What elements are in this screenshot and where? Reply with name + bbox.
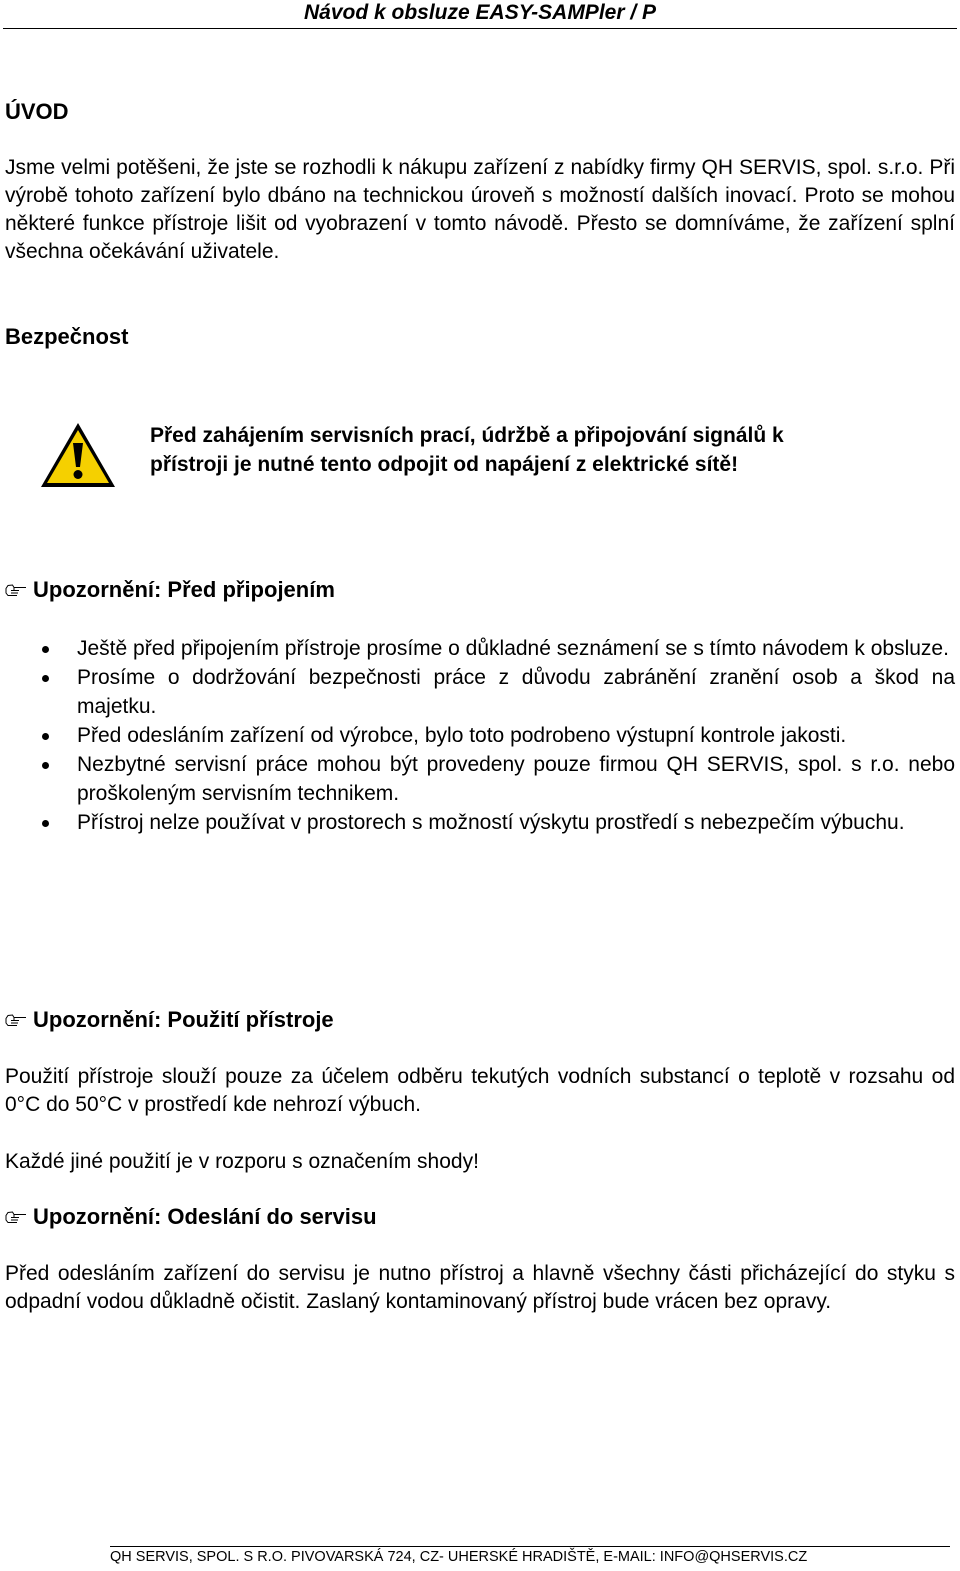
pointing-hand-icon (5, 1210, 27, 1224)
conformity-paragraph: Každé jiné použití je v rozporu s označením shody! (5, 1150, 479, 1173)
notice-connect-heading (5, 577, 335, 603)
service-paragraph: Před odesláním zařízení do servisu je nutno přístroj a hlavně všechny části přicházející do styku s odpadní vodou důkladně očistit. Zaslaný kontaminovaný přístroj bude vrácen bez opravy. (5, 1262, 955, 1313)
list-item: Před odesláním zařízení od výrobce, bylo toto podrobeno výstupní kontrole jakosti. (35, 721, 955, 750)
warning-triangle-icon (39, 421, 117, 489)
list-item: Prosíme o dodržování bezpečnosti práce z důvodu zabránění zranění osob a škod na majetku. (35, 663, 955, 721)
pointing-hand-icon (5, 583, 27, 597)
intro-heading: ÚVOD (5, 99, 69, 124)
notice-service-heading (5, 1204, 377, 1230)
safety-heading: Bezpečnost (5, 324, 129, 349)
list-item: Přístroj nelze používat v prostorech s možností výskytu prostředí s nebezpečím výbuchu. (35, 808, 955, 837)
list-item: Ještě před připojením přístroje prosíme o důkladné seznámení se s tímto návodem k obsluze. (35, 634, 955, 663)
pointing-hand-icon (5, 1013, 27, 1027)
usage-paragraph: Použití přístroje slouží pouze za účelem odběru tekutých vodních substancí o teplotě v rozsahu od 0°C do 50°C v prostředí kde nehrozí výbuch. (5, 1065, 955, 1116)
header-divider (3, 28, 957, 29)
notice-use-title: Upozornění: Použití přístroje (33, 1007, 334, 1032)
footer-divider (110, 1546, 950, 1547)
notice-connect-title: Upozornění: Před připojením (33, 577, 335, 602)
safety-warning-text: Před zahájením servisních prací, údržbě a připojování signálů k přístroji je nutné tento odpojit od napájení z elektrické sítě! (150, 424, 784, 476)
page-header: Návod k obsluze EASY-SAMPler / P (303, 1, 657, 24)
notice-service-title: Upozornění: Odeslání do servisu (33, 1204, 377, 1229)
notice-connect-list (35, 634, 955, 837)
intro-paragraph: Jsme velmi potěšeni, že jste se rozhodli k nákupu zařízení z nabídky firmy QH SERVIS, spol. s.r.o. Při výrobě tohoto zařízení bylo dbáno na technickou úroveň s možností dalších inovací. Proto se mohou některé funkce přístroje lišit od vyobrazení v tomto návodě. Přesto se domníváme, že zařízení splní všechna očekávání uživatele. (5, 156, 955, 263)
page-footer: QH SERVIS, SPOL. S R.O. PIVOVARSKÁ 724, CZ- UHERSKÉ HRADIŠTĚ, E-MAIL: INFO@QHSERVIS.CZ (110, 1549, 808, 1565)
list-item: Nezbytné servisní práce mohou být provedeny pouze firmou QH SERVIS, spol. s r.o. nebo proškoleným servisním technikem. (35, 750, 955, 808)
notice-use-heading (5, 1007, 334, 1033)
